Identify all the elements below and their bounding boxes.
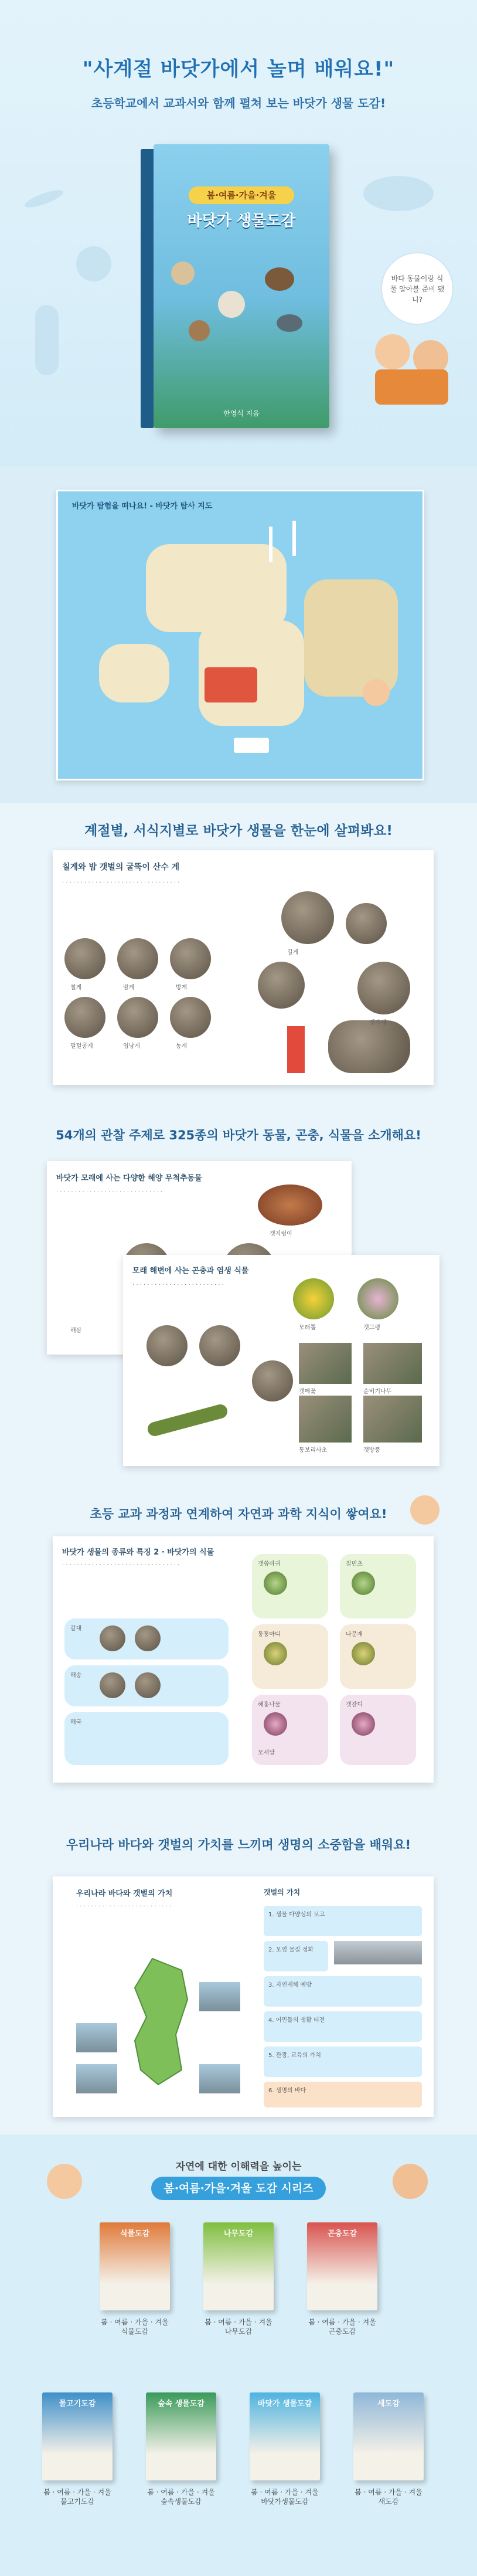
series-section (0, 2134, 477, 2576)
specimen-caption: 나문재 (346, 1631, 363, 1638)
specimen-caption: 밤게 (123, 985, 135, 991)
sample-page (53, 1876, 434, 2117)
plant-photo (299, 1343, 352, 1384)
map-building (205, 667, 257, 702)
series-book-cover[interactable] (203, 2222, 274, 2310)
section-title: 54개의 관찰 주제로 325종의 바닷가 동물, 곤충, 식물을 소개해요! (56, 1128, 421, 1142)
series-book-name: 곤충도감 (328, 2327, 356, 2336)
specimen-photo (135, 1625, 161, 1651)
specimen-caption: 엽낭게 (123, 1043, 140, 1050)
crab-illustration (265, 267, 294, 291)
series-book-name: 식물도감 (121, 2327, 149, 2336)
specimen-photo (64, 938, 105, 979)
sample-page-title: 모래 해변에 사는 곤충과 염생 식물 (132, 1267, 249, 1275)
sample-page-title: 바닷가 생물의 종류와 특징 2 · 바닷가의 식물 (62, 1548, 214, 1557)
clam-illustration (218, 291, 245, 318)
value-item-label: 5. 관광, 교육의 가치 (268, 2052, 321, 2059)
info-card (64, 1712, 229, 1765)
specimen-photo (64, 997, 105, 1038)
series-book-seasons: 봄 · 여름 · 가을 · 겨울 (43, 2488, 111, 2496)
value-item (264, 1941, 328, 1971)
series-book-caption (85, 2317, 185, 2336)
series-book-seasons: 봄 · 여름 · 가을 · 겨울 (205, 2318, 272, 2326)
sample-page-body: · · · · · · · · · · · · · · · · · · · · · · · · · · · · · (56, 1189, 163, 1196)
specimen-photo (281, 891, 334, 944)
value-item (264, 2046, 422, 2077)
value-item-label: 4. 어민들의 생활 터전 (268, 2017, 325, 2024)
specimen-photo (100, 1625, 125, 1651)
tidal-flat-photo (199, 2064, 240, 2093)
mudskipper-illustration (277, 314, 302, 332)
specimen-caption: 농게 (176, 1043, 188, 1050)
specimen-caption: 해국 (70, 1719, 82, 1726)
value-photo (334, 1941, 422, 1964)
hero-section (0, 0, 477, 466)
map-section (0, 466, 477, 803)
map-character (363, 679, 390, 706)
plant-photo (352, 1642, 375, 1665)
grasshopper-illustration (146, 1403, 229, 1437)
sample-page-title: 칠게와 밤 갯벌의 굴뚝이 산수 게 (62, 863, 180, 872)
specimen-photo (117, 997, 158, 1038)
section-title: 계절별, 서식지별로 바닷가 생물을 한눈에 살펴봐요! (84, 823, 393, 839)
map-island (99, 644, 169, 702)
series-book-cover-title: 새도감 (377, 2399, 400, 2408)
specimen-photo (328, 1020, 410, 1073)
series-book-seasons: 봄 · 여름 · 가을 · 겨울 (355, 2488, 423, 2496)
specimen-photo (346, 903, 387, 944)
series-book-name: 바닷가생물도감 (261, 2497, 309, 2506)
sample-page-body: · · · · · · · · · · · · · · · · · · · · · · · · · · (76, 1903, 172, 1910)
tidal-flat-photo (76, 2064, 117, 2093)
series-book-caption (235, 2487, 335, 2506)
snail-illustration (189, 320, 210, 341)
plant-photo (352, 1712, 375, 1736)
plant-photo (363, 1343, 422, 1384)
series-book-cover-title: 나무도감 (223, 2229, 254, 2238)
sample-page (53, 850, 434, 1085)
book-cover (154, 144, 329, 428)
wind-turbine (292, 521, 296, 556)
value-item (264, 2082, 422, 2107)
specimen-caption: 모새달 (258, 1750, 275, 1756)
specimen-photo (170, 938, 211, 979)
plant-photo (264, 1712, 287, 1736)
series-book-caption (28, 2487, 127, 2506)
beach-exploration-map (56, 490, 424, 780)
specimen-caption: 해송 (70, 1672, 82, 1679)
speech-bubble-text: 바다 동물이랑 식물 알아볼 준비 됐니? (390, 274, 445, 304)
sample-page-b (123, 1255, 439, 1466)
book-spine (141, 149, 154, 428)
specimen-caption: 순비기나무 (363, 1389, 392, 1395)
value-item-label: 6. 생명의 바다 (268, 2088, 306, 2094)
specimen-caption: 해삼 (70, 1328, 82, 1334)
section-habitat (0, 803, 477, 1108)
specimen-caption: 퉁퉁마디 (258, 1631, 281, 1638)
series-book-seasons: 봄 · 여름 · 가을 · 겨울 (308, 2318, 376, 2326)
section-title: 우리나라 바다와 갯벌의 가치를 느끼며 생명의 소중함을 배워요! (66, 1838, 411, 1852)
series-book-cover-title: 식물도감 (120, 2229, 150, 2238)
sample-page-title: 바닷가 모래에 사는 다양한 해양 무척추동물 (56, 1174, 202, 1183)
boat (234, 738, 269, 753)
value-item (264, 2011, 422, 2042)
sample-page-body: · · · · · · · · · · · · · · · · · · · · · · · · · (132, 1282, 224, 1288)
crab-silhouette (363, 176, 434, 211)
wind-turbine (269, 527, 272, 562)
specimen-photo (357, 962, 410, 1014)
specimen-caption: 해홍나물 (258, 1702, 281, 1708)
specimen-photo (146, 1325, 188, 1366)
book-title: 바닷가 생물도감 (187, 212, 296, 230)
series-book-name: 나무도감 (224, 2327, 253, 2336)
specimen-caption: 모래톱 (299, 1325, 316, 1331)
sample-page-title: 우리나라 바다와 갯벌의 가치 (76, 1889, 173, 1898)
specimen-caption: 길게 (287, 949, 299, 956)
value-item-label: 1. 생물 다양성의 보고 (268, 1912, 325, 1918)
specimen-caption: 통보리사초 (299, 1447, 328, 1454)
series-intro: 자연에 대한 이해력을 높이는 (175, 2161, 302, 2173)
bird-silhouette (23, 187, 65, 211)
plant-photo (352, 1572, 375, 1595)
heron-silhouette (35, 305, 59, 375)
series-book-cover-title: 곤충도감 (327, 2229, 357, 2238)
map-land (146, 544, 287, 632)
book-author: 한영식 지음 (223, 409, 260, 418)
plant-photo (264, 1572, 287, 1595)
characters-clothes (375, 369, 448, 405)
specimen-caption: 갯씀바귀 (258, 1561, 281, 1567)
series-book-cover[interactable] (100, 2222, 170, 2310)
specimen-photo (252, 1360, 293, 1401)
lighthouse-illustration (287, 1026, 305, 1073)
plant-photo (363, 1396, 422, 1443)
series-book-seasons: 봄 · 여름 · 가을 · 겨울 (101, 2318, 169, 2326)
specimen-caption: 갯그령 (363, 1325, 380, 1331)
girl-character (375, 334, 410, 369)
section-curriculum (0, 1484, 477, 1812)
series-book-cover[interactable] (353, 2392, 424, 2480)
specimen-caption: 갯메꽃 (299, 1389, 316, 1395)
series-book-seasons: 봄 · 여름 · 가을 · 겨울 (251, 2488, 319, 2496)
boy-character (410, 1495, 439, 1525)
series-banner: 봄·여름·가을·겨울 도감 시리즈 (151, 2177, 326, 2200)
value-item (264, 1906, 422, 1936)
series-book-cover[interactable] (42, 2392, 113, 2480)
value-list-title: 갯벌의 가치 (264, 1888, 301, 1896)
specimen-photo (100, 1672, 125, 1698)
sample-page-body: · · · · · · · · · · · · · · · · · · · · · · · · · · · · · · · · (62, 1562, 180, 1569)
map-title: 바닷가 탐험을 떠나요! - 바닷가 탐사 지도 (72, 502, 213, 511)
specimen-caption: 칠면초 (346, 1561, 363, 1567)
specimen-photo (258, 1185, 322, 1226)
series-book-caption (292, 2317, 392, 2336)
specimen-caption: 갯방풍 (363, 1447, 380, 1454)
hero-title: "사계절 바닷가에서 놀며 배워요!" (82, 57, 395, 81)
series-book-cover-title: 물고기도감 (59, 2399, 96, 2408)
specimen-caption: 칠게 (70, 985, 82, 991)
specimen-caption: 갯잔디 (346, 1702, 363, 1708)
tidal-flat-photo (76, 2023, 117, 2052)
series-book-cover[interactable] (307, 2222, 377, 2310)
value-item-label: 2. 오염 물질 정화 (268, 1947, 314, 1953)
sample-page-body: · · · · · · · · · · · · · · · · · · · · · · · · · · · · · · · · (62, 880, 180, 886)
book-season-badge: 봄·여름·가을·겨울 (189, 186, 294, 204)
specimen-photo (199, 1325, 240, 1366)
series-book-name: 물고기도감 (60, 2497, 94, 2506)
sample-page (53, 1536, 434, 1783)
plant-photo (293, 1278, 334, 1319)
value-item-label: 3. 자연재해 예방 (268, 1982, 312, 1988)
specimen-photo (170, 997, 211, 1038)
specimen-caption: 갈대 (70, 1625, 82, 1632)
specimen-photo (258, 962, 305, 1009)
specimen-photo (135, 1672, 161, 1698)
series-book-caption (339, 2487, 438, 2506)
plant-photo (299, 1396, 352, 1443)
specimen-caption: 갯지렁이 (270, 1231, 292, 1237)
map-land (304, 579, 398, 697)
shell-illustration (171, 262, 195, 285)
series-book-cover[interactable] (146, 2392, 216, 2480)
series-book-seasons: 봄 · 여름 · 가을 · 겨울 (147, 2488, 215, 2496)
hero-subtitle: 초등학교에서 교과서와 함께 펼쳐 보는 바닷가 생물 도감! (91, 96, 386, 110)
shell-silhouette (76, 246, 111, 281)
specimen-caption: 펄털콩게 (70, 1043, 93, 1050)
specimen-caption: 방게 (176, 985, 188, 991)
series-book-cover-title: 바닷가 생물도감 (257, 2399, 312, 2408)
series-book-cover[interactable] (250, 2392, 320, 2480)
series-book-caption (189, 2317, 288, 2336)
specimen-photo (117, 938, 158, 979)
plant-photo (357, 1278, 398, 1319)
specimen-caption: 갯가게 (369, 1020, 386, 1026)
series-book-name: 새도감 (378, 2497, 399, 2506)
plant-photo (264, 1642, 287, 1665)
series-book-caption (131, 2487, 231, 2506)
speech-bubble (381, 252, 454, 325)
value-item (264, 1976, 422, 2007)
korea-map-illustration (117, 1953, 205, 2088)
section-title: 초등 교과 과정과 연계하여 자연과 과학 지식이 쌓여요! (90, 1507, 387, 1521)
series-book-name: 숲속생물도감 (161, 2497, 202, 2506)
section-value (0, 1812, 477, 2134)
series-book-cover-title: 숲속 생물도감 (158, 2399, 205, 2408)
section-topics (0, 1108, 477, 1484)
tidal-flat-photo (199, 1982, 240, 2011)
